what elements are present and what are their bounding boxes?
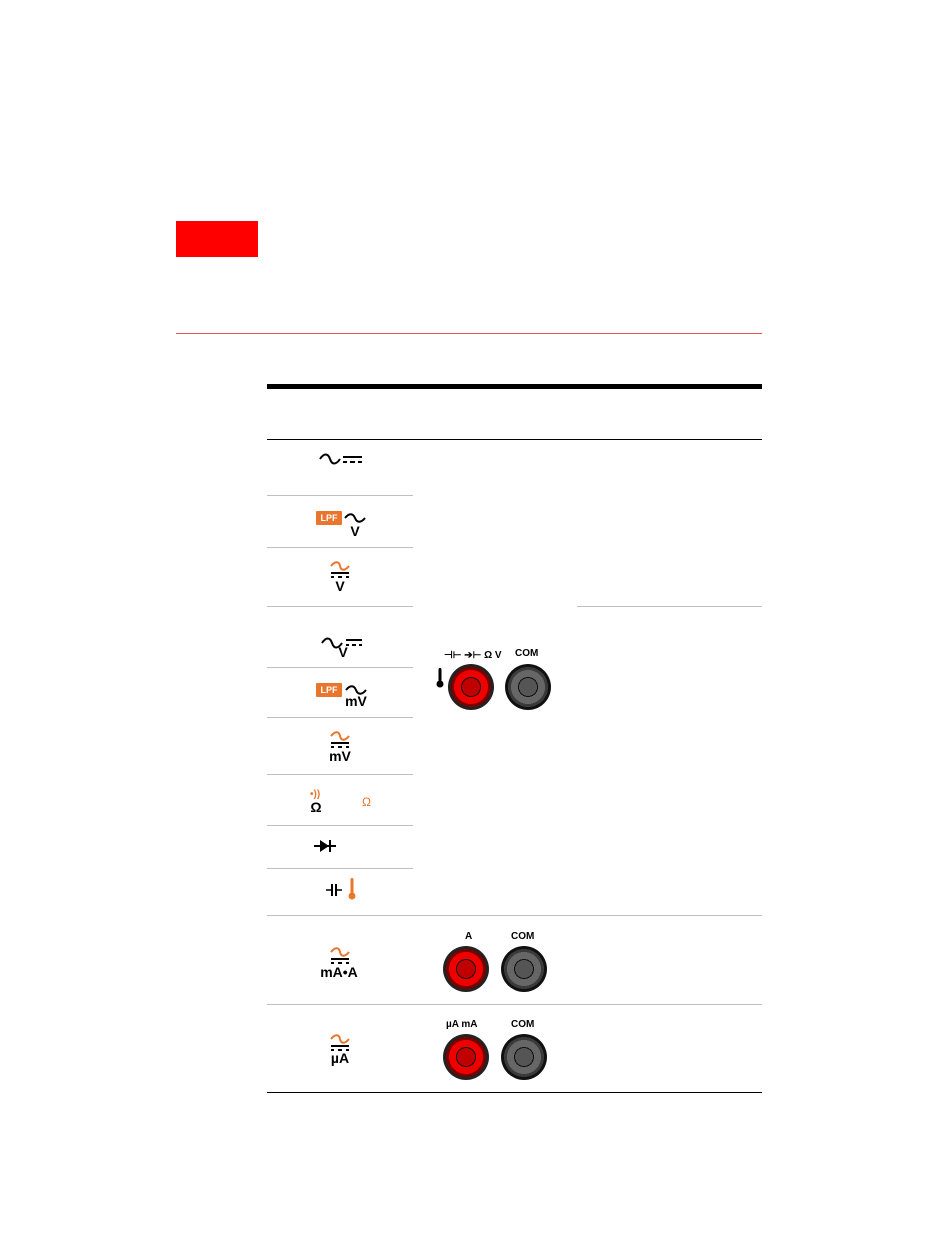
row-divider — [267, 667, 413, 668]
row-divider — [267, 868, 413, 869]
table-head-rule — [267, 439, 762, 440]
com-label: COM — [511, 931, 535, 942]
thermometer-icon — [436, 668, 444, 688]
row-divider — [577, 606, 762, 607]
unit-label: µA — [330, 1050, 350, 1066]
ampere-input-jack — [443, 946, 489, 992]
com-jack — [505, 664, 551, 710]
unit-label: V — [335, 578, 345, 594]
row-divider — [267, 915, 762, 916]
com-label: COM — [511, 1019, 535, 1030]
unit-label: mV — [345, 693, 367, 709]
voltage-input-jack — [448, 664, 494, 710]
row-divider — [267, 717, 413, 718]
capacitor-icon — [326, 882, 344, 898]
com-jack — [501, 946, 547, 992]
terminal-label: A — [465, 931, 473, 942]
com-jack — [501, 1034, 547, 1080]
row-divider — [267, 774, 413, 775]
row-divider — [267, 547, 413, 548]
continuity-icon: •)) — [310, 789, 321, 800]
unit-label: mA•A — [320, 964, 358, 980]
header-rule — [176, 333, 762, 334]
terminal-label: ⊣⊢ ➔⊢ Ω V — [444, 650, 502, 661]
thermometer-icon — [348, 878, 356, 900]
ac-wave-icon — [344, 513, 366, 523]
table-top-rule — [267, 384, 762, 389]
ac-dc-symbol-icon — [318, 452, 364, 466]
terminal-label: µA mA — [446, 1019, 478, 1030]
unit-label: Ω — [310, 799, 322, 815]
row-divider — [267, 825, 413, 826]
ac-dc-stacked-icon — [329, 561, 351, 579]
table-bottom-rule — [267, 1092, 762, 1093]
row-divider — [267, 606, 413, 607]
ac-dc-stacked-icon — [329, 947, 351, 965]
chapter-tab — [176, 221, 258, 257]
unit-label: V — [350, 523, 360, 539]
lpf-badge: LPF — [316, 683, 342, 697]
ac-dc-stacked-icon — [329, 731, 351, 749]
unit-label: mV — [329, 748, 351, 764]
ohm-alt-label: Ω — [362, 795, 371, 809]
lpf-badge: LPF — [316, 511, 342, 525]
diode-icon — [314, 839, 336, 853]
row-divider — [267, 1004, 762, 1005]
row-divider — [267, 495, 413, 496]
unit-label: V — [338, 644, 348, 660]
com-label: COM — [515, 648, 539, 659]
microamp-input-jack — [443, 1034, 489, 1080]
